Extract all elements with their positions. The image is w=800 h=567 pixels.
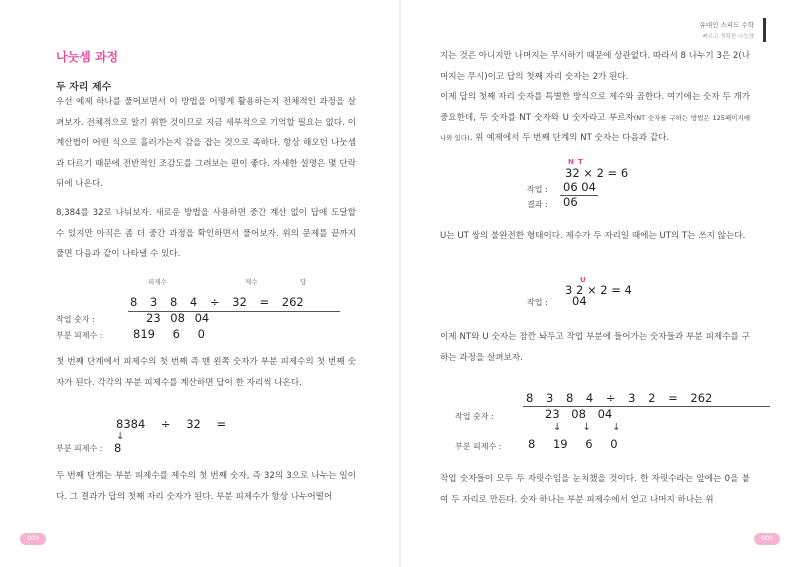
work-digits: 23 08 04 <box>545 407 613 421</box>
work-label: 작업 : <box>527 185 548 194</box>
section-title: 나눗셈 과정 <box>56 50 119 64</box>
nt-equation: 32 × 2 = 6 <box>565 166 629 180</box>
work-digits: 23 08 04 <box>146 311 210 325</box>
book-title: 유대인 스피드 수학 <box>699 21 754 29</box>
down-arrow-icon: ↓ ↓ ↓ <box>553 422 621 433</box>
letter-t: T <box>578 158 583 166</box>
partial-dividend-label: 부분 피제수 : <box>56 331 103 340</box>
book-subtitle: 빠르고 정확한 나눗셈 <box>702 34 754 40</box>
page-number-left: 000 <box>20 533 46 545</box>
paragraph-step1: 첫 번째 단계에서 피제수의 첫 번째 즉 맨 왼쪽 숫자가 부분 피제수의 첫 번째 숫자가 된다. 각각의 부분 피제수를 계산하면 답이 한 자리씩 나온다. <box>56 357 356 388</box>
nt-u-note: (NT 숫자를 구하는 방법은 125페이지에 나와 있다) <box>440 113 750 143</box>
partial-dividend-digits: 819 6 0 <box>133 327 205 341</box>
work-value: 06 04 <box>563 180 596 194</box>
paragraph-work-digits: 작업 숫자들이 모두 두 자릿수임을 눈치챘을 것이다. 한 자릿수라는 앞에는 0을 붙여 두 자리로 만든다. 숫자 하나는 부분 피제수에서 얻고 나머지 하나는 위 <box>440 474 750 505</box>
header-dividend: 피제수 <box>148 278 167 286</box>
letter-u: U <box>580 276 586 284</box>
division-equation: 8 3 8 4 ÷ 32 = 262 <box>130 295 304 309</box>
nt-u-end: . 위 예제에서 두 번째 단계의 NT 숫자는 다음과 같다. <box>469 133 670 144</box>
paragraph-process: 이제 NT와 U 숫자는 잠깐 놔두고 작업 부분에 들어가는 숫자들과 부분 피제수를 구하는 과정을 살펴보자. <box>440 332 750 363</box>
step1-equation: 8384 ÷ 32 = <box>116 417 227 431</box>
u-equation: 3 2 × 2 = 4 <box>565 283 632 297</box>
partial-dividend-label: 부분 피제수 : <box>56 444 103 453</box>
result-value: 06 <box>563 195 578 209</box>
work-digits-label: 작업 숫자 : <box>455 412 494 421</box>
header-bar <box>763 18 766 42</box>
letter-n: N <box>568 158 574 166</box>
subheading: 두 자리 제수 <box>56 82 112 93</box>
paragraph-intro: 우선 예제 하나를 풀어보면서 이 방법을 어떻게 활용하는지 전체적인 과정을 살펴보자. 전체적으로 알기 위한 것이므로 지금 세부적으로 기억할 필요는 없다. 이 계산법이 어떤 식으로 흘러가는지 감을 잡는 것으로 족하다. 항상 해오던 나눗셈과 다르기 때문에 전반적인 조감도를 그려보는 편이 좋다. 자세한 설명은 몇 단락 뒤에 나온다. <box>56 97 356 190</box>
down-arrow-icon: ↓ <box>116 431 125 442</box>
paragraph-nt-u <box>440 87 750 149</box>
result-label: 결과 : <box>527 200 548 209</box>
work-label: 작업 : <box>527 298 548 307</box>
paragraph-example: 8,384를 32로 나눠보자. 새로운 방법을 사용하면 중간 계산 없이 답에 도달할 수 있지만 아직은 좀 더 중간 과정을 확인하면서 풀어보자. 위의 문제를 끝까지 풀면 다음과 같이 나타낼 수 있다. <box>56 208 356 260</box>
work-value: 04 <box>572 294 587 308</box>
partial-dividend-digit: 8 <box>114 441 122 455</box>
division-equation: 8 3 8 4 ÷ 3 2 = 262 <box>526 391 713 405</box>
partial-dividend-label: 부분 피제수 : <box>455 442 502 451</box>
work-digits-label: 작업 숫자 : <box>56 315 95 324</box>
nt-u-main: 이제 답의 첫째 자리 숫자를 특별한 방식으로 제수와 곱한다. 여기에는 숫자 두 개가 중요한데, 두 숫자를 NT 숫자와 U 숫자라고 부르자 <box>440 92 750 123</box>
paragraph-step2: 두 번째 단계는 부분 피제수를 제수의 첫 번째 숫자, 즉 32의 3으로 나누는 일이다. 그 결과가 답의 첫째 자리 숫자가 된다. 부분 피제수가 항상 나누어떨어 <box>56 471 356 502</box>
paragraph-u: U는 UT 쌍의 불완전한 형태이다. 제수가 두 자리일 때에는 UT의 T는 쓰지 않는다. <box>440 231 746 241</box>
partial-dividend-digits: 8 19 6 0 <box>528 437 618 451</box>
paragraph-remainder: 지는 것은 아니지만 나머지는 무시하기 때문에 상관없다. 따라서 8 나누기 3은 2(나머지는 무시)이고 답의 첫째 자리 숫자는 2가 된다. <box>440 51 750 82</box>
running-header <box>700 20 754 40</box>
header-divisor: 제수 <box>245 278 258 286</box>
page-number-right: 000 <box>754 533 780 545</box>
header-answer: 답 <box>300 278 307 286</box>
